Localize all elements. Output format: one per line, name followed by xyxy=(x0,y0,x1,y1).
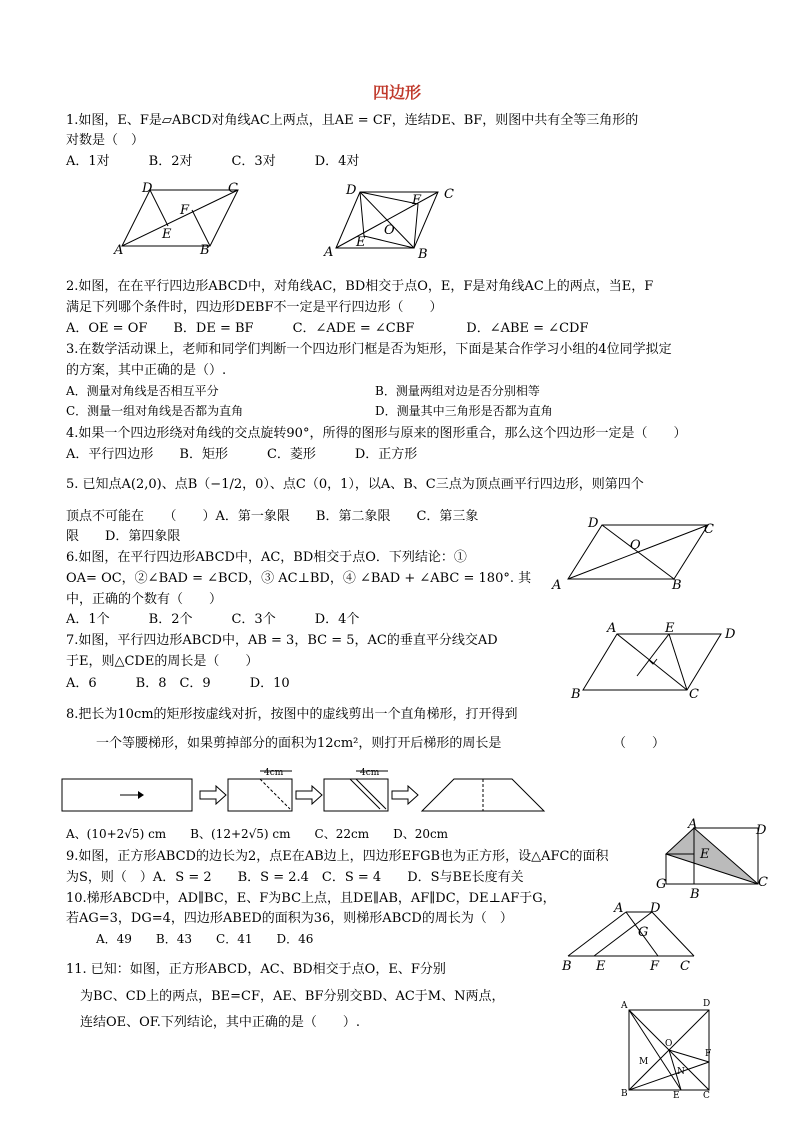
q9-line1: 9.如图，正方形ABCD的边长为2，点E在AB边上，四边形EFGB也为正方形，设△AFC的面积 xyxy=(66,849,609,864)
q1-line1: 1.如图，E、F是▱ABCD对角线AC上两点，且AE = CF，连结DE、BF，则图中共有全等三角形的 xyxy=(66,113,639,128)
q2-options: A．OE = OF B．DE = BF C．∠ADE = ∠CBF D．∠ABE = ∠CDF xyxy=(66,321,589,336)
fig7-label-c: C xyxy=(689,687,699,702)
fig11-label-e: E xyxy=(673,1091,680,1101)
fig1-label-a: A xyxy=(114,243,124,258)
q6-options: A．1个 B．2个 C．3个 D．4个 xyxy=(66,612,360,627)
q3-option-c: C．测量一组对角线是否都为直角 xyxy=(66,404,244,418)
fig9-label-g: G xyxy=(656,877,667,892)
q5-line1: 5. 已知点A(2,0)、点B（−1/2，0）、点C（0，1），以A、B、C三点为顶点画平行四边形，则第四个 xyxy=(66,477,644,492)
fig8-label-4cm-b: 4cm xyxy=(360,768,380,778)
q6-line3: 中，正确的个数有（ ） xyxy=(66,592,223,607)
fig9-label-d: D xyxy=(756,823,767,838)
fig6-label-c: C xyxy=(704,522,714,537)
fig6-label-o: O xyxy=(630,538,641,553)
figure-q2 xyxy=(320,182,460,262)
q11-line3: 连结OE、OF.下列结论，其中正确的是（ ）. xyxy=(80,1015,361,1030)
fig2-label-o: O xyxy=(384,223,395,238)
fig10-label-b: B xyxy=(562,959,572,974)
q3-line2: 的方案，其中正确的是（）. xyxy=(66,363,227,378)
q3-option-a: A．测量对角线是否相互平分 xyxy=(66,384,219,398)
fig1-label-e: E xyxy=(162,227,172,242)
q5-line3: 限 D．第四象限 xyxy=(66,529,181,544)
q3-line1: 3.在数学活动课上，老师和同学们判断一个四边形门框是否为矩形，下面是某合作学习小组的4位同学拟定 xyxy=(66,342,672,357)
fig7-label-d: D xyxy=(725,627,736,642)
fig10-label-c: C xyxy=(680,959,690,974)
figure-q7 xyxy=(565,620,745,702)
q8-options: A、(10+2√5) cm B、(12+2√5) cm C、22cm D、20cm xyxy=(66,827,449,841)
fig6-label-d: D xyxy=(588,516,599,531)
figure-q11 xyxy=(615,996,725,1100)
fig11-label-b: B xyxy=(621,1089,628,1099)
fig2-label-f: F xyxy=(412,193,422,208)
q7-line1: 7.如图，平行四边形ABCD中，AB = 3，BC = 5，AC的垂直平分线交AD xyxy=(66,633,498,648)
q8-line2: 一个等腰梯形，如果剪掉部分的面积为12cm²，则打开后梯形的周长是 xyxy=(96,736,502,751)
fig1-label-b: B xyxy=(200,243,210,258)
fig7-label-e: E xyxy=(665,621,675,636)
q5-line2: 顶点不可能在 （ ）A．第一象限 B．第二象限 C．第三象 xyxy=(66,509,479,524)
fig10-label-d: D xyxy=(650,901,661,916)
q3-option-b: B．测量两组对边是否分别相等 xyxy=(375,384,540,398)
fig2-label-a: A xyxy=(324,245,334,260)
fig1-label-d: D xyxy=(142,181,153,196)
fig2-label-d: D xyxy=(346,183,357,198)
q6-line1: 6.如图，在平行四边形ABCD中，AC，BD相交于点O．下列结论：① xyxy=(66,550,467,565)
q11-line2: 为BC、CD上的两点，BE=CF，AE、BF分别交BD、AC于M、N两点， xyxy=(80,989,505,1004)
q2-line1: 2.如图，在在平行四边形ABCD中，对角线AC，BD相交于点O，E，F是对角线AC上的两点，当E，F xyxy=(66,279,654,294)
fig7-label-a: A xyxy=(607,621,617,636)
q4-line1: 4.如果一个四边形绕对角线的交点旋转90°，所得的图形与原来的图形重合，那么这个四边形一定是（ ） xyxy=(66,426,687,441)
fig10-label-g: G xyxy=(638,925,649,940)
page-title: 四边形 xyxy=(372,83,421,102)
q6-line2: OA= OC，②∠BAD = ∠BCD，③ AC⊥BD，④ ∠BAD + ∠ABC = 180°. 其 xyxy=(66,571,532,586)
q7-line2: 于E，则△CDE的周长是（ ） xyxy=(66,654,259,669)
fig11-label-a: A xyxy=(621,1001,628,1011)
figure-q6 xyxy=(548,515,728,595)
fig11-label-m: M xyxy=(639,1057,649,1067)
q10-options: A．49 B．43 C．41 D．46 xyxy=(96,932,314,946)
q4-options: A．平行四边形 B．矩形 C．菱形 D．正方形 xyxy=(66,447,418,462)
q8-line1: 8.把长为10cm的矩形按虚线对折，按图中的虚线剪出一个直角梯形，打开得到 xyxy=(66,707,518,722)
fig10-label-e: E xyxy=(596,959,606,974)
fig7-label-b: B xyxy=(571,687,581,702)
figure-q10 xyxy=(560,902,705,974)
fig8-label-4cm-a: 4cm xyxy=(264,768,284,778)
q7-options: A．6 B．8 C．9 D．10 xyxy=(66,676,290,691)
fig10-label-a: A xyxy=(614,901,624,916)
q1-line2: 对数是（ ） xyxy=(66,133,145,148)
q9-line2: 为S，则（ ）A．S = 2 B．S = 2.4 C．S = 4 D．S与BE长度有关 xyxy=(66,870,524,885)
fig2-label-b: B xyxy=(418,247,428,262)
fig11-label-n: N xyxy=(677,1067,685,1077)
fig2-label-c: C xyxy=(444,187,454,202)
q11-line1: 11. 已知：如图，正方形ABCD，AC、BD相交于点O，E、F分别 xyxy=(66,962,446,977)
figure-q8 xyxy=(60,765,550,817)
fig11-label-o: O xyxy=(665,1039,673,1049)
fig6-label-b: B xyxy=(672,578,682,593)
figure-q9 xyxy=(652,818,774,900)
fig11-label-d: D xyxy=(703,999,711,1009)
fig11-label-c: C xyxy=(703,1091,710,1101)
fig9-label-a: A xyxy=(688,817,698,832)
fig6-label-a: A xyxy=(552,578,562,593)
q10-line2: 若AG=3，DG=4，四边形ABED的面积为36，则梯形ABCD的周长为（ ） xyxy=(66,911,513,926)
fig11-label-f: F xyxy=(705,1049,712,1059)
fig9-label-c: C xyxy=(758,875,768,890)
fig1-label-c: C xyxy=(228,181,238,196)
figure-q1 xyxy=(110,180,250,260)
q2-line2: 满足下列哪个条件时，四边形DEBF不一定是平行四边形（ ） xyxy=(66,300,443,315)
fig1-label-f: F xyxy=(180,203,190,218)
q10-line1: 10.梯形ABCD中，AD∥BC，E、F为BC上点，且DE∥AB，AF∥DC，DE⊥AF于G， xyxy=(66,891,556,906)
fig9-label-b: B xyxy=(690,887,700,902)
q8-answer-paren: （ ） xyxy=(613,736,666,751)
q1-options: A．1对 B．2对 C．3对 D．4对 xyxy=(66,154,360,169)
fig10-label-f: F xyxy=(650,959,660,974)
q3-option-d: D．测量其中三角形是否都为直角 xyxy=(375,404,553,418)
fig2-label-e: E xyxy=(356,235,366,250)
fig9-label-e: E xyxy=(700,847,710,862)
